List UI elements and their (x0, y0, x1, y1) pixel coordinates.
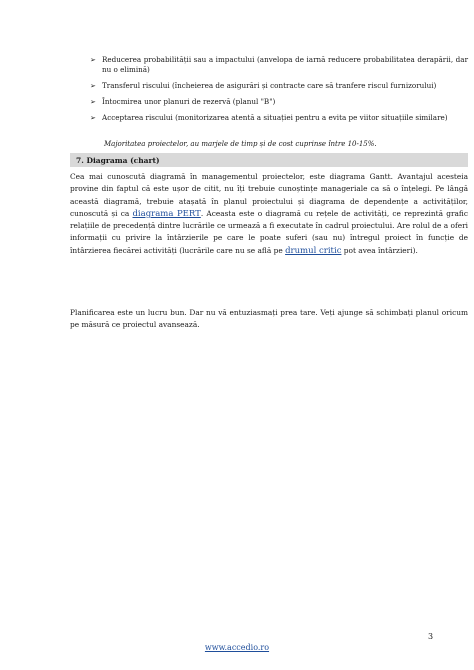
paragraph-gantt (70, 171, 468, 257)
page-number: 3 (428, 632, 434, 641)
bullet-text: Transferul riscului (încheierea de asigurări și contracte care să tranfere riscul furnizorului) (102, 81, 437, 90)
pert-diagram-link[interactable]: diagrama PERT (132, 208, 201, 219)
paragraph-text: . Aceasta este o diagramă cu rețele de activități, ce reprezintă grafic relațiile de precedență dintre lucrările ce urmează a fi executate în cadrul proiectului. Are rolul de a oferi informații cu privire la întârzierile pe care le poate suferi (sau nu) întregul proiect în funcție de întârzierea fiecărei activități (lucrările care nu se află pe (70, 208, 468, 255)
section-heading-bar (70, 153, 468, 167)
list-item (90, 113, 468, 123)
critical-path-link[interactable]: drumul critic (285, 245, 342, 256)
arrow-bullet-icon: ➢ (90, 56, 96, 64)
list-item (90, 81, 468, 91)
paragraph-text: Cea mai cunoscută diagramă în managementul proiectelor, este diagrama Gantt. Avantajul acesteia provine din faptul că este ușor de citit, nu îți trebuie cunoștințe manageriale ca să o înțelegi. Pe lângă această diagramă, trebuie atașată în planul proiectului și diagrama de dependențe a activităților, cunoscută și ca (70, 172, 468, 218)
paragraph-text: pot avea întârzieri). (341, 245, 418, 255)
italic-note: Majoritatea proiectelor, au marjele de timp și de cost cuprinse între 10-15%. (104, 140, 377, 148)
bullet-text: Reducerea probabilității sau a impactului (anvelopa de iarnă reducere probabilitatea derapării, dar nu o elimină) (102, 55, 468, 74)
website-link[interactable]: www.accedio.ro (204, 643, 270, 652)
list-item (90, 97, 468, 107)
section-heading: 7. Diagrama (chart) (76, 155, 160, 165)
bullet-list (90, 55, 468, 129)
list-item (90, 55, 468, 75)
arrow-bullet-icon: ➢ (90, 114, 96, 122)
arrow-bullet-icon: ➢ (90, 82, 96, 90)
arrow-bullet-icon: ➢ (90, 98, 96, 106)
paragraph-planning: Planificarea este un lucru bun. Dar nu vă entuziasmați prea tare. Veți ajunge să schimbați planul oricum pe măsură ce proiectul avansează. (70, 308, 468, 330)
bullet-text: Acceptarea riscului (monitorizarea atentă a situației pentru a evita pe viitor situațiile similare) (102, 113, 448, 122)
bullet-text: Întocmirea unor planuri de rezervă (planul "B") (102, 97, 276, 106)
